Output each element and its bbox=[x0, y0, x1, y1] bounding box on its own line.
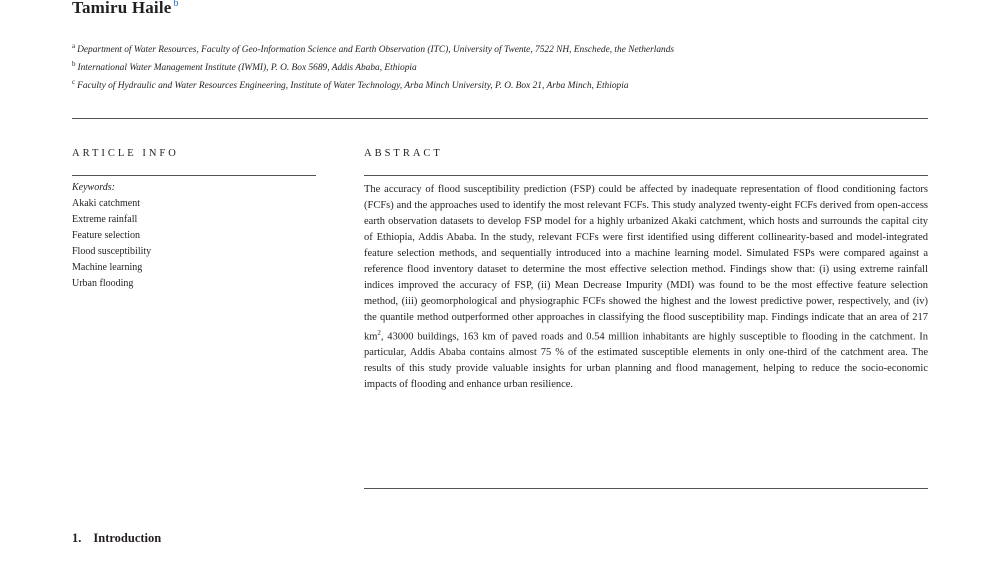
keyword-item: Urban flooding bbox=[72, 278, 134, 289]
affiliation-mark: c bbox=[72, 78, 76, 87]
affiliation-b bbox=[72, 58, 862, 75]
article-info-heading: ARTICLE INFO bbox=[72, 148, 179, 159]
author-name-text: Tamiru Haile bbox=[72, 0, 172, 17]
affiliation-mark: b bbox=[72, 60, 76, 69]
keyword-item: Machine learning bbox=[72, 262, 143, 273]
section-title: Introduction bbox=[93, 531, 162, 545]
abstract-text bbox=[364, 182, 928, 393]
author-affil-mark: b bbox=[173, 0, 179, 10]
abstract-superscript: 2 bbox=[377, 328, 381, 337]
affiliation-a bbox=[72, 40, 862, 57]
affiliations bbox=[72, 40, 862, 94]
abstract-text-part1: The accuracy of flood susceptibility prediction (FSP) could be affected by inadequate representation of flood conditioning factors (FCFs) and the approaches used to identify the most relevant FCFs. This study analyzed twenty-eight FCFs derived from open-access earth observation datasets to develop FSP model for a highly urbanized Akaki catchment, which hosts and surrounds the capital city of Ethiopia, Addis Ababa. In the study, relevant FCFs were first identified using different collinearity-based and model-integrated feature selection methods, and sequentially introduced into a machine learning model. Simulated FSPs were compared against a reference flood inventory dataset to determine the most effective selection method. Findings show that: (i) using extreme rainfall indices improved the accuracy of FSP, (ii) Mean Decrease Impurity (MDI) was found to be the most effective feature selection method, (iii) geomorphological and physiographic FCFs showed the highest and the lowest predictive power, respectively, and (iv) the quantile method outperformed other approaches in classifying the flood susceptibility map. Findings indicate that an area of 217 km bbox=[364, 184, 928, 343]
introduction-heading bbox=[72, 531, 161, 546]
keyword-item: Flood susceptibility bbox=[72, 246, 152, 257]
header-divider bbox=[72, 118, 928, 119]
affiliation-c bbox=[72, 76, 862, 93]
affiliation-text: Faculty of Hydraulic and Water Resources Engineering, Institute of Water Technology, Arba Minch University, P. O. Box 21, Arba Minch, Ethiopia bbox=[77, 81, 629, 92]
affiliation-text: International Water Management Institute (IWMI), P. O. Box 5689, Addis Ababa, Ethiopia bbox=[77, 63, 417, 74]
keywords-title: Keywords: bbox=[72, 182, 115, 193]
keywords-block bbox=[72, 180, 312, 292]
article-info-divider bbox=[72, 175, 316, 176]
abstract-text-part2: , 43000 buildings, 163 km of paved roads and 0.54 million inhabitants are highly susceptible to flooding in the catchment. In particular, Addis Ababa contains almost 75 % of the estimated susceptible elements in only one-third of the catchment area. The results of this study provide valuable insights for urban planning and flood management, helping to reduce the socio-economic impacts of flooding and enhance urban resilience. bbox=[364, 331, 928, 390]
abstract-divider bbox=[364, 175, 928, 176]
abstract-bottom-divider bbox=[364, 488, 928, 489]
keyword-item: Feature selection bbox=[72, 230, 141, 241]
affiliation-mark: a bbox=[72, 42, 76, 50]
affiliation-text: Department of Water Resources, Faculty of Geo-Information Science and Earth Observation (ITC), University of Twente, 7522 NH, Enschede, the Netherlands bbox=[77, 45, 675, 56]
author-name bbox=[72, 0, 179, 18]
keyword-item: Extreme rainfall bbox=[72, 214, 138, 225]
abstract-heading: ABSTRACT bbox=[364, 148, 443, 159]
section-number: 1. bbox=[72, 531, 82, 545]
keyword-item: Akaki catchment bbox=[72, 198, 141, 209]
